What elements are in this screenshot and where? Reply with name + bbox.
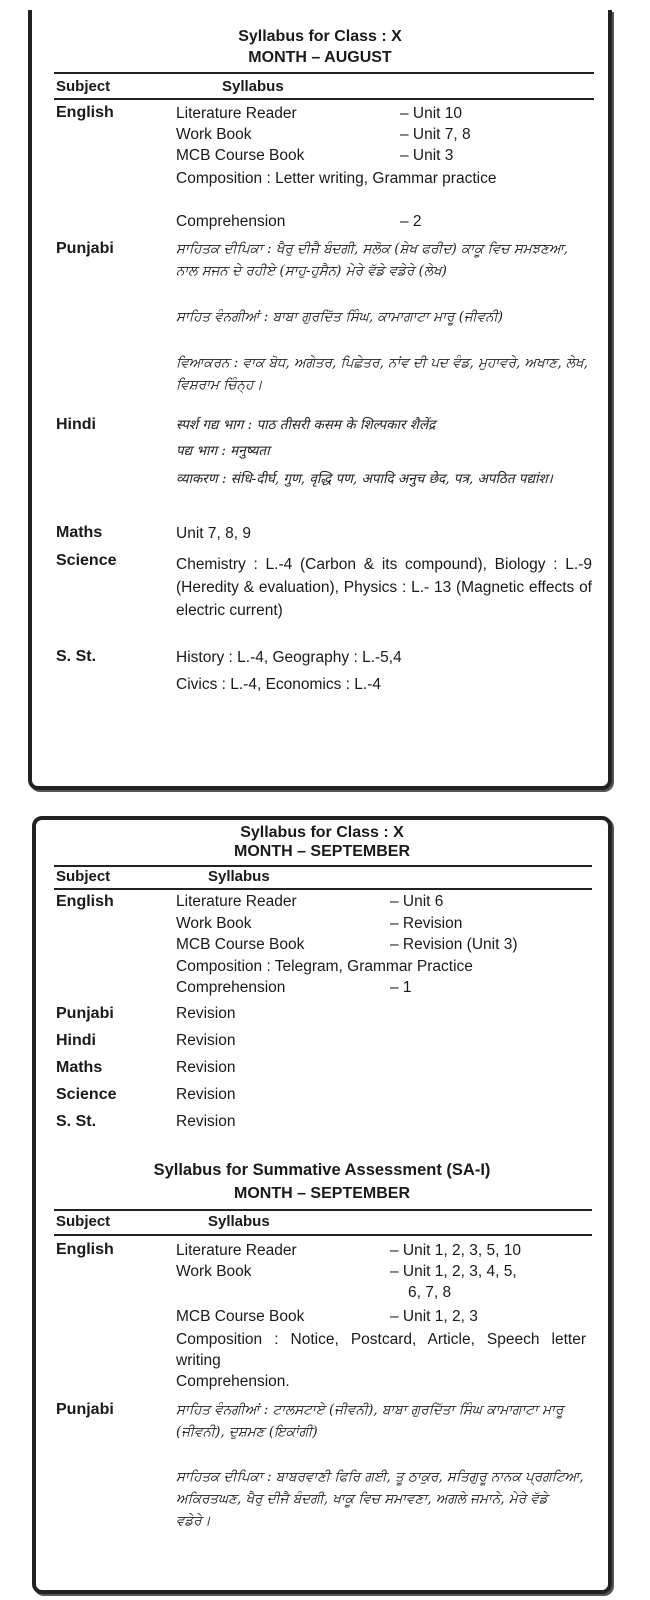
composition-text: Composition : Notice, Postcard, Article, Speech letter writing [176, 1331, 586, 1369]
science-text: Chemistry : L.-4 (Carbon & its compound), Biology : L.-9 (Heredity & evaluation), Physics : L.- 13 (Magnetic effects of electric current) [176, 556, 592, 619]
work-book-label: Work Book [176, 1263, 252, 1280]
col-subject-header: Subject [56, 1213, 111, 1230]
literature-reader-value: – Unit 1, 2, 3, 5, 10 [390, 1242, 521, 1259]
col-syllabus-header: Syllabus [208, 868, 270, 885]
sa1-title: Syllabus for Summative Assessment (SA-I) [153, 1161, 491, 1179]
punjabi-text-2: ਸਾਹਿਤਕ ਦੀਪਿਕਾ : ਬਾਬਰਵਾਣੀ ਫਿਰਿ ਗਈ, ਤੂ ਠਾਕੁਰ, ਸਤਿਗੁਰੂ ਨਾਨਕ ਪ੍ਰਗਟਿਆ, ਅਕਿਰਤਘਣ, ਖੈਰੁ ਦੀਜੈ ਬੰਦਗੀ, ਖਾਕੂ ਵਿਚ ਸਮਾਵਣਾ, ਅਗਲੇ ਜਮਾਨੇ, ਮੇਰੇ ਵੱਡੇ ਵਡੇਰੇ। [176, 1469, 584, 1529]
sst-revision: Revision [176, 1113, 236, 1130]
literature-reader-value: – Unit 10 [400, 105, 463, 122]
august-syllabus-panel [28, 10, 612, 790]
work-book-value-line1: – Unit 1, 2, 3, 4, 5, [390, 1263, 517, 1280]
mcb-course-book-label: MCB Course Book [176, 1308, 305, 1325]
science-revision: Revision [176, 1086, 236, 1103]
work-book-value: – Revision [390, 915, 463, 932]
mcb-course-book-label: MCB Course Book [176, 147, 305, 164]
comprehension-label: Comprehension [176, 979, 286, 996]
subject-maths: Maths [56, 1059, 103, 1076]
comprehension-value: – 2 [400, 213, 422, 230]
subject-english: English [56, 1241, 114, 1258]
hindi-text-3: व्याकरण : संधि-दीर्घ, गुण, वृद्धि पण, अपादि अनुच छेद, पत्र, अपठित पद्यांश। [176, 471, 553, 487]
punjabi-revision: Revision [176, 1005, 236, 1022]
work-book-label: Work Book [176, 915, 252, 932]
hindi-revision: Revision [176, 1032, 236, 1049]
subject-hindi: Hindi [56, 416, 96, 433]
literature-reader-label: Literature Reader [176, 893, 297, 910]
subject-punjabi: Punjabi [56, 1401, 114, 1418]
divider [54, 888, 592, 890]
punjabi-text-1: ਸਾਹਿਤ ਵੰਨਗੀਆਂ : ਟਾਲਸਟਾਏ (ਜੀਵਨੀ), ਬਾਬਾ ਗੁਰਦਿੱਤਾ ਸਿੰਘ ਕਾਮਾਗਾਟਾ ਮਾਰੂ (ਜੀਵਨੀ), ਦੁਸ਼ਮਣ (ਇਕਾਂਗੀ) [176, 1402, 564, 1440]
composition-text: Composition : Telegram, Grammar Practice [176, 958, 473, 975]
subject-sst: S. St. [56, 648, 97, 665]
literature-reader-label: Literature Reader [176, 1242, 297, 1259]
divider [54, 1209, 592, 1211]
september-syllabus-panel [32, 816, 612, 1594]
subject-science: Science [56, 1086, 117, 1103]
col-syllabus-header: Syllabus [222, 78, 284, 95]
september-title: Syllabus for Class : X [240, 824, 404, 841]
work-book-value-line2: 6, 7, 8 [408, 1284, 452, 1301]
subject-maths: Maths [56, 524, 103, 541]
september-month: MONTH – SEPTEMBER [233, 843, 410, 860]
composition-text: Composition : Letter writing, Grammar practice [176, 170, 497, 187]
work-book-label: Work Book [176, 126, 252, 143]
august-month: MONTH – AUGUST [248, 49, 392, 66]
divider [54, 72, 594, 74]
sa1-month: MONTH – SEPTEMBER [233, 1185, 410, 1202]
mcb-course-book-value: – Unit 1, 2, 3 [390, 1308, 478, 1325]
subject-science: Science [56, 552, 117, 569]
maths-text: Unit 7, 8, 9 [176, 525, 251, 542]
comprehension-label: Comprehension. [176, 1373, 290, 1390]
divider [54, 865, 592, 867]
subject-english: English [56, 893, 114, 910]
subject-hindi: Hindi [56, 1032, 96, 1049]
col-syllabus-header: Syllabus [208, 1213, 270, 1230]
punjabi-text-3: ਵਿਆਕਰਨ : ਵਾਕ ਬੋਧ, ਅਗੇਤਰ, ਪਿਛੇਤਰ, ਨਾਂਵ ਦੀ ਪਦ ਵੰਡ, ਮੁਹਾਵਰੇ, ਅਖਾਣ, ਲੇਖ, ਵਿਸ਼ਰਾਮ ਚਿੰਨ੍ਹ। [176, 355, 588, 393]
punjabi-text-2: ਸਾਹਿਤ ਵੰਨਗੀਆਂ : ਬਾਬਾ ਗੁਰਦਿੱਤ ਸਿੰਘ, ਕਾਮਾਗਾਟਾ ਮਾਰੂ (ਜੀਵਨੀ) [176, 309, 504, 325]
divider [54, 98, 594, 100]
literature-reader-label: Literature Reader [176, 105, 297, 122]
subject-english: English [56, 104, 114, 121]
punjabi-text-1: ਸਾਹਿਤਕ ਦੀਪਿਕਾ : ਖੈਰੁ ਦੀਜੈ ਬੰਦਗੀ, ਸਲੋਕ (ਸ਼ੇਖ ਫਰੀਦ) ਕਾਕੂ ਵਿਚ ਸਮਝਣਆ, ਨਾਲ ਸਜਨ ਦੇ ਰਹੀਏ (ਸਾਹੁ-ਹੁਸੈਨ) ਮੇਰੇ ਵੱਡੇ ਵਡੇਰੇ (ਲੇਖ) [176, 241, 568, 279]
comprehension-value: – 1 [390, 979, 412, 996]
comprehension-label: Comprehension [176, 213, 286, 230]
literature-reader-value: – Unit 6 [390, 893, 444, 910]
hindi-text-1: स्पर्श गद्य भाग : पाठ तीसरी कसम के शिल्पकार शैलेंद्र [176, 417, 436, 433]
col-subject-header: Subject [56, 868, 111, 885]
mcb-course-book-value: – Revision (Unit 3) [390, 936, 518, 953]
mcb-course-book-label: MCB Course Book [176, 936, 305, 953]
hindi-text-2: पद्य भाग : मनुष्यता [176, 443, 270, 459]
sst-text-1: History : L.-4, Geography : L.-5,4 [176, 649, 402, 666]
subject-punjabi: Punjabi [56, 240, 114, 257]
maths-revision: Revision [176, 1059, 236, 1076]
col-subject-header: Subject [56, 78, 111, 95]
sst-text-2: Civics : L.-4, Economics : L.-4 [176, 676, 382, 693]
subject-sst: S. St. [56, 1113, 97, 1130]
subject-punjabi: Punjabi [56, 1005, 114, 1022]
mcb-course-book-value: – Unit 3 [400, 147, 454, 164]
work-book-value: – Unit 7, 8 [400, 126, 471, 143]
august-title: Syllabus for Class : X [238, 28, 402, 45]
divider [54, 1234, 592, 1236]
